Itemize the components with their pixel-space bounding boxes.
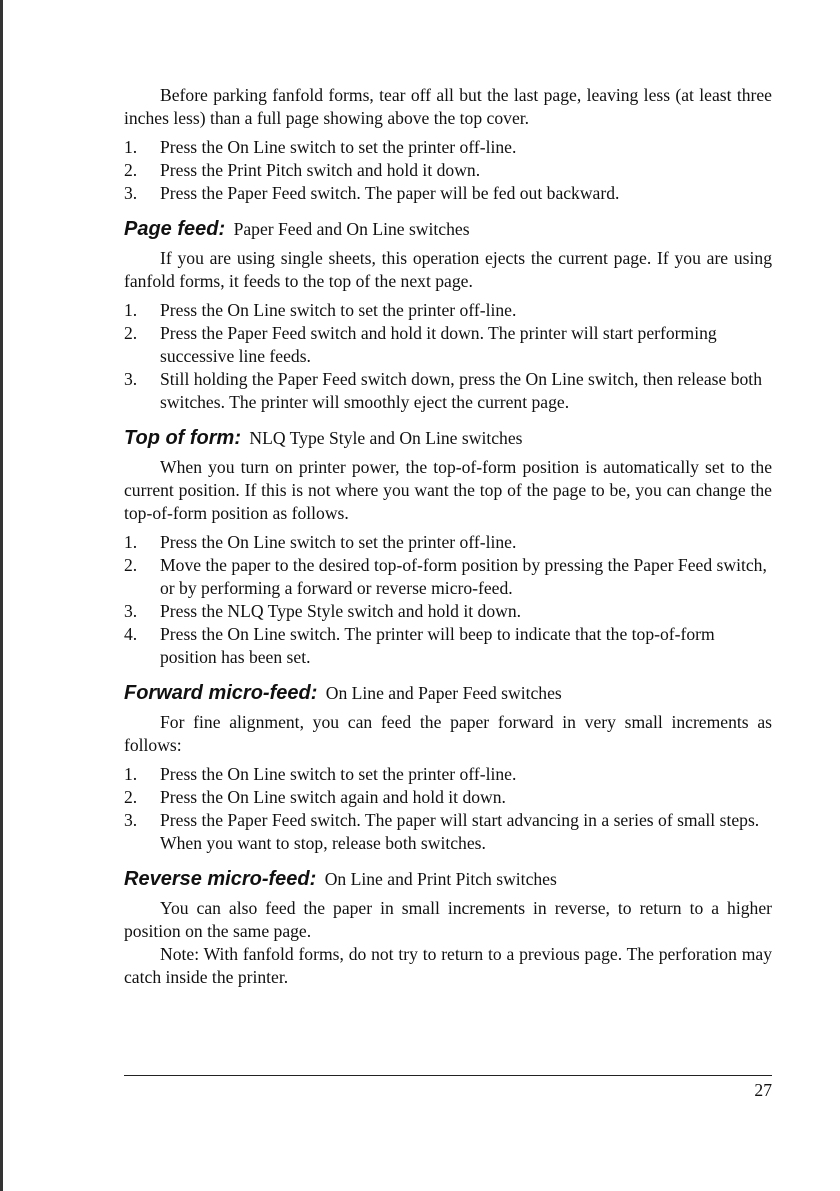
step-text: Press the Paper Feed switch. The paper will be fed out backward.	[160, 183, 620, 203]
step-number: 1.	[124, 137, 138, 157]
page-feed-paragraph: If you are using single sheets, this operation ejects the current page. If you are using fanfold forms, it feeds to the top of the next page.	[124, 248, 772, 291]
forward-micro-feed-steps	[124, 763, 772, 855]
step-number: 3.	[124, 369, 138, 389]
intro-steps	[124, 136, 772, 205]
top-of-form-heading	[124, 426, 772, 450]
step-text: Press the On Line switch to set the printer off-line.	[160, 300, 517, 320]
section-top-of-form	[124, 426, 772, 669]
page-feed-heading	[124, 217, 772, 241]
page-number: 27	[754, 1080, 772, 1100]
list-item	[124, 763, 772, 786]
top-of-form-subtitle: NLQ Type Style and On Line switches	[249, 428, 523, 448]
top-of-form-steps	[124, 531, 772, 669]
reverse-micro-feed-paragraph: You can also feed the paper in small increments in reverse, to return to a higher position on the same page.	[124, 898, 772, 941]
step-number: 2.	[124, 160, 138, 180]
reverse-micro-feed-subtitle: On Line and Print Pitch switches	[324, 869, 557, 889]
list-item	[124, 809, 772, 855]
forward-micro-feed-paragraph: For fine alignment, you can feed the paper forward in very small increments as follows:	[124, 712, 772, 755]
footer-rule	[124, 1075, 772, 1076]
forward-micro-feed-subtitle: On Line and Paper Feed switches	[325, 683, 562, 703]
step-text: Press the Paper Feed switch. The paper will start advancing in a series of small steps. When you want to stop, release both switches.	[160, 810, 760, 853]
top-of-form-paragraph: When you turn on printer power, the top-of-form position is automatically set to the current position. If this is not where you want the top of the page to be, you can change the top-of-form position as follows.	[124, 457, 772, 523]
list-item	[124, 136, 772, 159]
step-number: 1.	[124, 300, 138, 320]
list-item	[124, 554, 772, 600]
step-number: 3.	[124, 183, 138, 203]
step-text: Press the On Line switch to set the printer off-line.	[160, 137, 517, 157]
intro-paragraph: Before parking fanfold forms, tear off all but the last page, leaving less (at least three inches less) than a full page showing above the top cover.	[124, 85, 772, 128]
step-number: 1.	[124, 532, 138, 552]
list-item	[124, 368, 772, 414]
binding-edge	[0, 0, 3, 1191]
list-item	[124, 159, 772, 182]
step-text: Still holding the Paper Feed switch down, press the On Line switch, then release both switches. The printer will smoothly eject the current page.	[160, 369, 762, 412]
step-number: 3.	[124, 601, 138, 621]
page-feed-steps	[124, 299, 772, 414]
step-text: Press the On Line switch. The printer will beep to indicate that the top-of-form position has been set.	[160, 624, 715, 667]
list-item	[124, 182, 772, 205]
step-text: Press the Paper Feed switch and hold it down. The printer will start performing successive line feeds.	[160, 323, 717, 366]
section-intro	[124, 84, 772, 205]
list-item	[124, 299, 772, 322]
top-of-form-title: Top of form:	[124, 427, 242, 449]
list-item	[124, 623, 772, 669]
step-text: Press the Print Pitch switch and hold it down.	[160, 160, 481, 180]
list-item	[124, 531, 772, 554]
manual-page	[124, 84, 772, 989]
forward-micro-feed-title: Forward micro-feed:	[124, 682, 318, 704]
section-forward-micro-feed	[124, 681, 772, 855]
step-text: Press the On Line switch to set the printer off-line.	[160, 764, 517, 784]
page-feed-title: Page feed:	[124, 218, 226, 240]
forward-micro-feed-heading	[124, 681, 772, 705]
step-number: 2.	[124, 555, 138, 575]
page-feed-subtitle: Paper Feed and On Line switches	[233, 219, 470, 239]
step-text: Press the On Line switch again and hold it down.	[160, 787, 506, 807]
list-item	[124, 322, 772, 368]
reverse-micro-feed-heading	[124, 867, 772, 891]
reverse-micro-feed-title: Reverse micro-feed:	[124, 868, 317, 890]
step-text: Move the paper to the desired top-of-form position by pressing the Paper Feed switch, or by performing a forward or reverse micro-feed.	[160, 555, 767, 598]
step-number: 2.	[124, 787, 138, 807]
reverse-micro-feed-note: Note: With fanfold forms, do not try to return to a previous page. The perforation may catch inside the printer.	[124, 944, 772, 987]
section-reverse-micro-feed	[124, 867, 772, 989]
step-text: Press the On Line switch to set the printer off-line.	[160, 532, 517, 552]
section-page-feed	[124, 217, 772, 414]
step-number: 1.	[124, 764, 138, 784]
step-text: Press the NLQ Type Style switch and hold it down.	[160, 601, 522, 621]
step-number: 2.	[124, 323, 138, 343]
list-item	[124, 600, 772, 623]
step-number: 3.	[124, 810, 138, 830]
list-item	[124, 786, 772, 809]
step-number: 4.	[124, 624, 138, 644]
